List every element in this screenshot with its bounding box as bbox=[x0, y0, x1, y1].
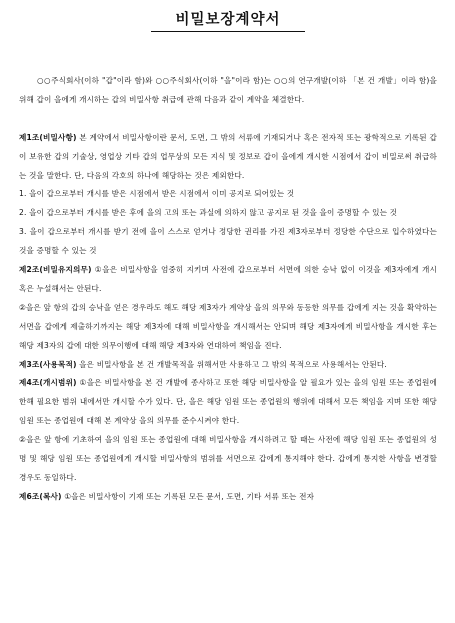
article-3 bbox=[19, 356, 437, 375]
article-1-heading: 제1조(비밀사항) bbox=[19, 132, 77, 142]
article-1 bbox=[19, 129, 437, 186]
document-body bbox=[19, 72, 437, 507]
article-2-paragraph-2: ②을은 앞 항의 갑의 승낙을 얻은 경우라도 해도 해당 제3자가 계약상 을의 의무와 동등한 의무를 갑에게 지는 것을 확약하는 서면을 갑에게 제출하기까지는 해당 제3자에 대해 비밀사항을 개시해서는 안되며 해당 제3자에게 비밀사항을 개시한 후는 해당 제3자의 갑에 대한 의무이행에 대해 해당 제3자와 연대하여 책임을 진다. bbox=[19, 302, 437, 350]
article-4-heading: 제4조(개시범위) bbox=[19, 378, 77, 388]
article-4-paragraph-2: ②을은 앞 항에 기초하여 을의 임원 또는 종업원에 대해 비밀사항을 개시하려고 할 때는 사전에 해당 임원 또는 종업원의 성명 및 해당 임원 또는 종업원에게 개시할 비밀사항의 범위를 서면으로 갑에게 통지해야 한다. 갑에게 통지한 사항을 변경할 경우도 동일하다. bbox=[19, 435, 437, 483]
article-3-text: 을은 비밀사항을 본 건 개발목적을 위해서만 사용하고 그 밖의 목적으로 사용해서는 안된다. bbox=[76, 359, 387, 369]
article-3-heading: 제3조(사용목적) bbox=[19, 359, 77, 369]
article-1-item-3: 3. 을이 갑으로부터 개시를 받기 전에 을이 스스로 얻거나 정당한 권리를 가진 제3자로부터 정당한 수단으로 입수하였다는 것을 증명할 수 있는 것 bbox=[19, 227, 437, 256]
article-2-heading: 제2조(비밀유지의무) bbox=[19, 265, 92, 275]
article-6 bbox=[19, 488, 437, 507]
article-6-heading: 제6조(복사) bbox=[19, 491, 62, 501]
article-2 bbox=[19, 261, 437, 299]
article-1-text: 본 계약에서 비밀사항이란 문서, 도면, 그 밖의 서류에 기재되거나 혹은 전자적 또는 광학적으로 기록된 갑이 보유한 갑의 기술상, 영업상 기타 갑의 업무상의 모든 지식 및 정보로 갑이 을에게 개시한 시점에서 갑이 비밀로써 취급하는 것을 말한다. 단, 다음의 각호의 하나에 해당하는 것은 제외한다. bbox=[19, 132, 437, 180]
document-title: 비밀보장계약서 bbox=[151, 8, 304, 32]
article-4-text: ①을은 비밀사항을 본 건 개발에 종사하고 또한 해당 비밀사항을 알 필요가 있는 을의 임원 또는 종업원에 한해 필요한 범위 내에서만 개시할 수가 있다. 단, 을은 해당 임원 또는 종업원의 행위에 대해서 모든 책임을 지며 또한 해당 임원 또는 종업원에 대해 본 계약상 을의 의무를 준수시켜야 한다. bbox=[19, 378, 437, 426]
article-6-text: ①을은 비밀사항이 기재 또는 기록된 모든 문서, 도면, 기타 서류 또는 전자 bbox=[61, 491, 315, 501]
spacer bbox=[19, 110, 437, 129]
article-2-text: ①을은 비밀사항을 엄중히 지키며 사전에 갑으로부터 서면에 의한 승낙 없이 이것을 제3자에게 개시 혹은 누설해서는 안된다. bbox=[19, 265, 437, 293]
title-area bbox=[19, 0, 437, 38]
intro-paragraph: ○○주식회사(이하 "갑"이라 함)와 ○○주식회사(이하 "을"이라 함)는 ○○의 연구개발(이하 「본 건 개발」이라 함)을 위해 갑이 을에게 개시하는 갑의 비밀사항 취급에 관해 다음과 같이 계약을 체결한다. bbox=[19, 76, 437, 104]
article-1-item-2: 2. 을이 갑으로부터 개시를 받은 후에 을의 고의 또는 과실에 의하지 않고 공지로 된 것을 을이 증명할 수 있는 것 bbox=[19, 208, 398, 218]
article-4 bbox=[19, 374, 437, 431]
article-1-item-1: 1. 을이 갑으로부터 개시를 받은 시점에서 받은 시점에서 이미 공지로 되어있는 것 bbox=[19, 189, 295, 199]
